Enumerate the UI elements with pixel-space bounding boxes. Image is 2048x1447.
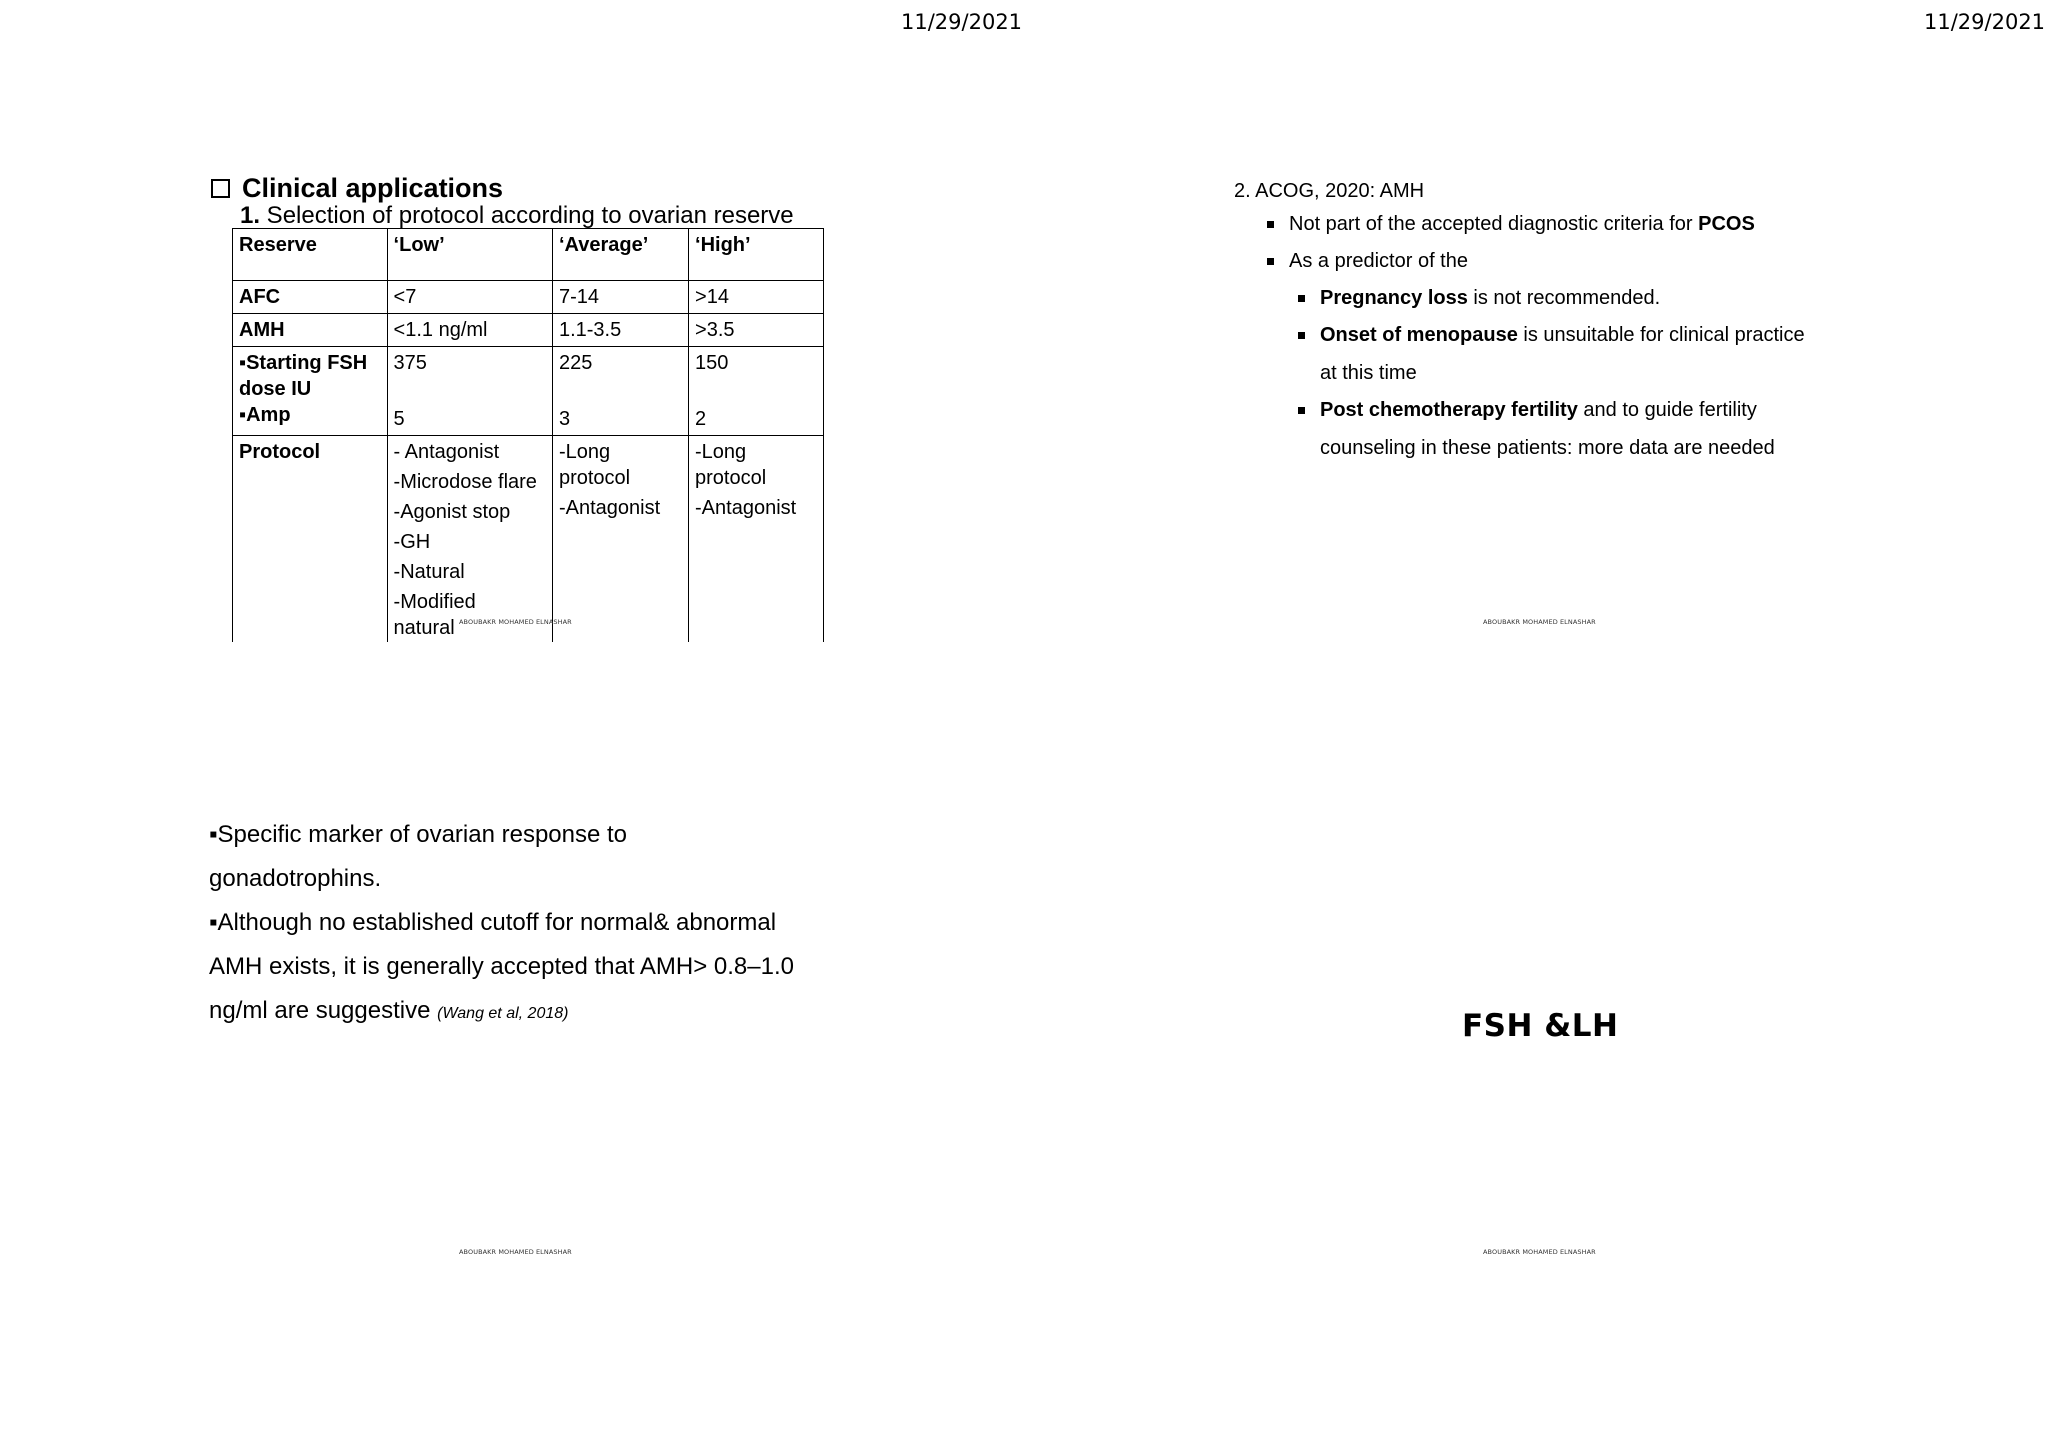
fsh-value: 225 [558,352,593,374]
table-cell: Protocol [233,436,388,643]
table-cell [387,347,552,436]
body-text-line: gonadotrophins. [209,865,382,892]
sub-bullet-text: is not recommended. [1467,287,1661,309]
table-cell: 7-14 [552,281,688,314]
table-cell [233,347,388,436]
square-bullet-icon [1298,332,1305,339]
sub-bullet-bold-text: Onset of menopause [1320,324,1518,346]
table-cell: 1.1-3.5 [552,314,688,347]
sub-bullet-item [1320,287,1660,310]
table-cell: <7 [387,281,552,314]
bullet-bold-text: PCOS [1698,213,1755,235]
table-header-row [233,229,824,281]
sub-bullet-continuation: counseling in these patients: more data are needed [1320,437,1775,459]
amp-value: 5 [393,408,405,430]
bullet-item: As a predictor of the [1289,250,1468,272]
table-cell [689,436,824,643]
body-text-line: ▪Although no established cutoff for normal& abnormal [209,909,777,936]
sub-bullet-bold-text: Pregnancy loss [1320,287,1468,309]
protocol-item: protocol [558,467,631,489]
table-cell [552,347,688,436]
table-row-protocol [233,436,824,643]
amp-label: ▪Amp [239,404,291,426]
slide-title: FSH &LH [1462,1008,1619,1044]
protocol-table [232,228,824,642]
table-cell: >14 [689,281,824,314]
table-header-cell: ‘Low’ [387,229,552,281]
table-header-cell: Reserve [233,229,388,281]
table-header-cell: ‘Average’ [552,229,688,281]
sub-bullet-continuation: at this time [1320,362,1417,384]
fsh-label-cont: dose IU [239,378,312,400]
slide-footer: ABOUBAKR MOHAMED ELNASHAR [459,618,572,626]
protocol-item: - Antagonist [393,441,500,463]
amp-value: 3 [558,408,571,430]
bullet-item [1289,213,1755,236]
slide-heading: 2. ACOG, 2020: AMH [1234,180,1425,202]
table-row-fsh-dose [233,347,824,436]
table-row-amh [233,314,824,347]
table-cell [552,436,688,643]
protocol-table-wrapper [232,228,824,642]
sub-bullet-text: is unsuitable for clinical practice [1517,324,1805,346]
fsh-value: 375 [393,352,427,374]
table-header-cell: ‘High’ [689,229,824,281]
sub-bullet-item [1320,399,1757,422]
body-text-line: AMH exists, it is generally accepted that AMH> 0.8–1.0 [209,953,794,980]
page-date: 11/29/2021 [901,10,1023,34]
page-date-right: 11/29/2021 [1924,10,2046,34]
table-cell [387,436,552,643]
protocol-item: -Microdose flare [393,471,537,493]
table-cell: <1.1 ng/ml [387,314,552,347]
sub-bullet-item [1320,324,1805,347]
fsh-value: 150 [695,352,729,374]
sub-bullet-text: and to guide fertility [1577,399,1757,421]
protocol-item: -Long [558,441,611,463]
slide-subtitle [240,202,794,230]
square-bullet-icon [1267,258,1274,265]
protocol-item: -Antagonist [558,497,661,519]
protocol-item: -Natural [393,561,465,583]
subtitle-text: Selection of protocol according to ovarian reserve [260,202,794,229]
table-cell [689,347,824,436]
body-text: ng/ml are suggestive [209,997,438,1024]
table-cell: >3.5 [689,314,824,347]
slide-footer: ABOUBAKR MOHAMED ELNASHAR [1483,618,1596,626]
subtitle-number: 1. [240,202,261,229]
protocol-item: -GH [393,531,431,553]
body-text-line: ▪Specific marker of ovarian response to [209,821,628,848]
body-text-line [209,997,568,1025]
protocol-item: -Antagonist [695,497,797,519]
protocol-item: -Modified [393,591,476,613]
protocol-item: -Long [695,441,747,463]
protocol-item: -Agonist stop [393,501,511,523]
square-bullet-icon [1298,295,1305,302]
table-cell: AFC [233,281,388,314]
table-cell: AMH [233,314,388,347]
citation: (Wang et al, 2018) [437,1005,569,1022]
bullet-text: Not part of the accepted diagnostic criteria for [1289,213,1699,235]
square-bullet-icon [1267,221,1274,228]
protocol-item: natural [393,617,455,639]
slide-title-text: Clinical applications [242,173,504,203]
table-row-afc [233,281,824,314]
protocol-item: protocol [695,467,767,489]
square-bullet-icon [1298,407,1305,414]
slide-footer: ABOUBAKR MOHAMED ELNASHAR [1483,1248,1596,1256]
checkbox-bullet-icon [211,179,230,198]
fsh-label: ▪Starting FSH [239,352,368,374]
amp-value: 2 [695,408,707,430]
slide-title [209,173,503,204]
slide-footer: ABOUBAKR MOHAMED ELNASHAR [459,1248,572,1256]
sub-bullet-bold-text: Post chemotherapy fertility [1320,399,1578,421]
